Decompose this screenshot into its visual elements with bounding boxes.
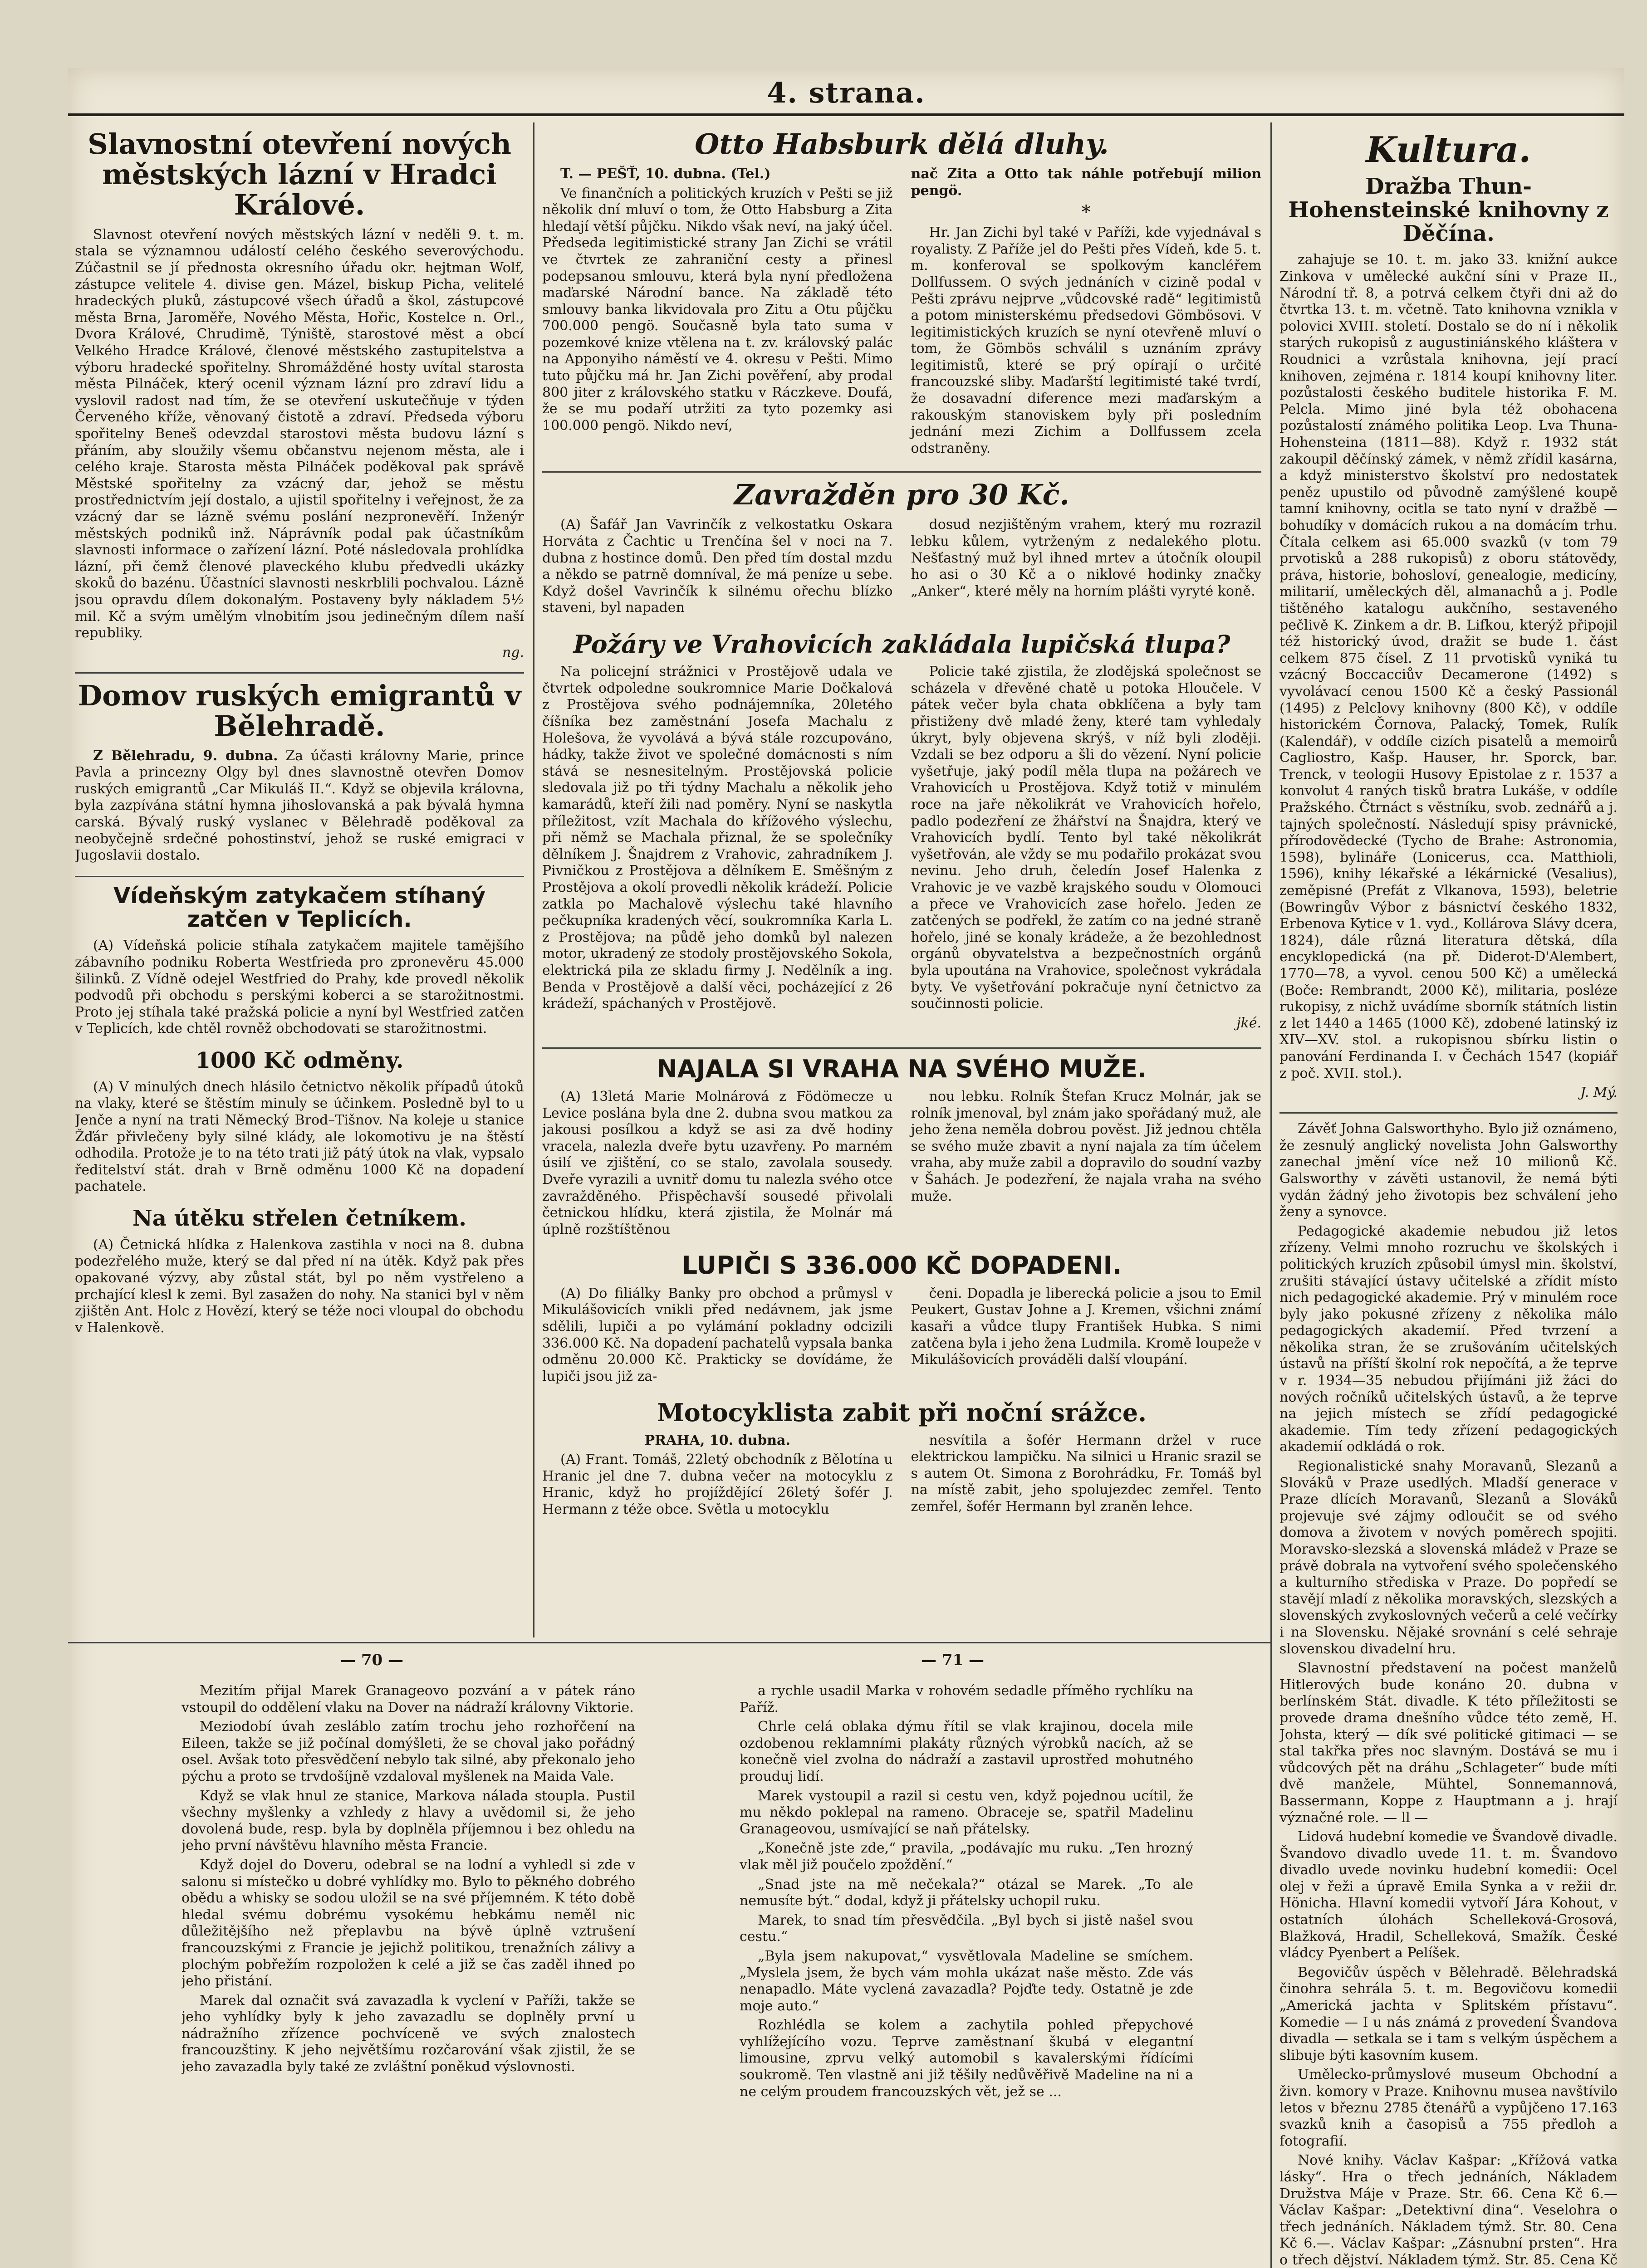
article-body: čeni. Dopadla je liberecká policie a jsou to Emil Peukert, Gustav Johne a J. Kremen, všichni známí kasaři a vůdce tlupy František Hubka. S nimi zatčena byla i jeho žena Ludmila. Kromě loupeže v Mikulášovicích prováděli další vloupání.: [911, 1285, 1261, 1368]
section-title: Kultura.: [1366, 129, 1531, 171]
article-drazba: [1279, 175, 1618, 1100]
novel-paragraph: „Snad jste na mě nečekala?“ otázal se Marek. „To ale nemusíte být.“ dodal, když ji přátelsky uchopil ruku.: [740, 1876, 1193, 1909]
article-body: nač Zita a Otto tak náhle potřebují milion pengö.: [911, 166, 1261, 199]
article-body: Policie také zjistila, že zlodějská společnost se scházela v dřevěné chatě u potoka Hloučele. V pátek večer byla chata obklíčena a byly tam přistiženy dvě mladé ženy, které tam vyhledaly úkryt, byly objevena skrýš, v níž byli zloději. Vzdali se bez odporu a šli do vězení. Nyní policie vyšetřuje, jaký podíl měla tlupa na požárech ve Vrahovicích u Prostějova. Když totiž v minulém roce na jaře několikrát ve Vrahovicích hořelo, padlo podezření ze žhářství na Šnajdra, který ve Vrahovicích bydlí. Tento byl také několikrát vyšetřován, ale vždy se mu podařilo prokázat svou nevinu. Jeho druh, čeledín Josef Halenka z Vrahovic je ve vazbě krajského soudu v Olomouci a přece ve Vrahovicích zase hořelo. Jeden ze zatčených se podřekl, že zatím co na jedné straně hořelo, jiné se konaly krádeže, a že bezohlednost orgánů obyvatelstva a bezpečnostních orgánů byla upoutána na Vrahovice, společnost vykrádala byty. Ve vyšetřování pokračuje nyní četnictvo za součinnosti policie.: [911, 664, 1261, 1012]
novel-page-number-left: — 70 —: [340, 1651, 403, 1669]
culture-note: Regionalistické snahy Moravanů, Slezanů a Slováků v Praze usedlých. Mladší generace v Praze dlících Moravanů, Slezanů a Slováků projevuje své zájmy odloučit se od svého domova a životem v nových poměrech spojiti. Moravsko-slezská a slovenská mládež v Praze se právě dobrala na vytvoření svého společenského a kulturního střediska v Praze. Do popředí se stavějí mladí z několika moravských, slezských a slovenských zvykoslovných večerů a celé večírky i na Slovensku. Nějaké srovnání s celé sehraje slovenskou divadelní hru.: [1279, 1458, 1618, 1657]
byline: J. Mý.: [1580, 1085, 1618, 1101]
article-habsburk: [542, 129, 1261, 459]
culture-note: Lidová hudební komedie ve Švandově divadle. Švandovo divadlo uvede 11. t. m. Švandovo divadlo uvede novinku hudební komedii: Ocel olej v řeži a úpravě Emila Synka a v režii dr. Hönicha. Hlavní komedii vytvoří Jára Kohout, v ostatních úlohách Schelleková-Grosová, Blažková, Hradil, Schelleková, Smažík. České vládcy Pyenbert a Pelíšek.: [1279, 1829, 1618, 1961]
page-number: 4. strana.: [767, 76, 926, 109]
novel-paragraph: „Byla jsem nakupovat,“ vysvětlovala Madeline se smíchem. „Myslela jsem, že bych vám mohla ukázat naše město. Zde vás nenapadlo. Máte vyclená zavazadla? Pojďte tedy. Ostatně je zde moje auto.“: [740, 1948, 1193, 2014]
column-rule: [1270, 122, 1272, 2268]
headline: Zavražděn pro 30 Kč.: [734, 478, 1069, 512]
article-emigranti: [75, 681, 524, 864]
headline: Na útěku střelen četníkem.: [132, 1205, 466, 1231]
newspaper-page: [68, 68, 1624, 2268]
section-rule: [68, 1642, 1270, 1643]
article-body: Za účasti královny Marie, prince Pavla a princezny Olgy byl dnes slavnostně otevřen Domov ruských emigrantů „Car Mikuláš II.“. Když se objevila královna, byla zazpívána státní hymna jihoslovanská a pak bývalá hymna carská. Bývalý ruský vyslanec v Bělehradě poděkoval za neobyčejně srdečné pohostinství, jehož se ruské emigraci v Jugoslavii dostalo.: [75, 748, 524, 864]
novel-paragraph: Chrle celá oblaka dýmu řítil se vlak krajinou, docela mile ozdobenou reklamními plakáty různých výrobků nacích, až se konečně viel zvolna do nádraží a zastavil uprostřed mohutného prouduj lidí.: [740, 1719, 1193, 1784]
article-body: nesvítila a šofér Hermann držel v ruce elektrickou lampičku. Na silnici u Hranic srazil se s autem Ot. Simona z Borohrádku, Fr. Tomáš byl na místě zabit, jeho spolujezdec zemřel. Tento zemřel, šofér Hermann byl zraněn lehce.: [911, 1432, 1261, 1515]
article-body: nou lebku. Rolník Štefan Krucz Molnár, jak se rolník jmenoval, byl znám jako spořádaný muž, ale jeho žena neměla dobrou pověst. Již jednou chtěla se svého muže zbavit a nyní najala za tím účelem vraha, aby muže zabil a dopravilo do soudní vazby v Šahách. Je podezření, že najala vraha na svého muže.: [911, 1089, 1261, 1204]
culture-note: Begovičův úspěch v Bělehradě. Bělehradská činohra sehrála 5. t. m. Begovičovu komedii „Americká jachta v Splitském přístavu“. Komedie — I u nás známá z provedení Švandova divadla — setkala se i tam s velkým úspěchem a slibuje býti kasovním kusem.: [1279, 1964, 1618, 2063]
asterisk-divider: *: [1081, 202, 1091, 223]
header-rule: [68, 113, 1624, 116]
article-body: zahajuje se 10. t. m. jako 33. knižní aukce Zinkova v umělecké aukční síni v Praze II., Národní tř. 8, a potrvá celkem čtyři dni až do čtvrtka 13. t. m. včetně. Tato knihovna vznikla v polovici XVIII. století. Dostalo se do ní i několik starých rukopisů z augustiniánského kláštera v Roudnici a vzrůstala knihovna, její prací knihoven, zejména r. 1814 koupí knihovny liter. pozůstalosti českého buditele historika F. M. Pelcla. Mimo jiné byla též obohacena pozůstalostí známého politika Leop. Lva Thuna-Hohensteina (1811—88). Když r. 1932 stát zakoupil děčínský zámek, v němž zřídil kasárna, a když ministerstvo školství pro nedostatek peněz upustilo od původně zamýšlené koupě tamní knihovny, ocitla se tato nyní v dražbě — bohudíky v domácích rukou a na domácím trhu. Čítala celkem asi 65.000 svazků (v tom 79 prvotisků a 288 rukopisů) z oboru státovědy, práva, historie, bohosloví, genealogie, medicíny, militarií, uměleckých děl, almanachů a j. Podle tištěného katalogu aukčního, sestaveného pečlivě K. Zinkem a dr. B. Lifkou, kterýž připojil též historický úvod, dražit se bude 1. část celkem 875 čísel. Z 11 prvotisků vyniká tu vzácný Boccacciův Decamerone (1492) s vyvolávací cenou 1500 Kč a český Passionál (1495) z Pelclovy knihovny (800 Kč), v oddíle historickém Čornova, Palacký, Tomek, Rulík (Kalendář), v oddíle cizích pisatelů a memoirů Cagliostro, Kašp. Hauser, hr. Sporck, bar. Trenck, v teologii Husovy Epistolae z r. 1537 a konvolut 4 raných tisků bratra Lukáše, v oddíle Pražského. Čtrnáct s věstníku, svob. zednářů a j. tajných společností. Následují spisy právnické, přírodovědecké (Tycho de Brahe: Astronomia, 1598), bylináře (Lonicerus, cca. Matthioli, 1596), knihy lékařské a lékárnické (Vesalius), zeměpisné (Prefát z Vlkanova, 1593), beletrie (Bowringův Výbor z básnictví českého 1832, Erbenova Kytice v 1. vyd., Kollárova Slávy dcera, 1824), dále různá literatura dětská, díla encyklopedická (na př. Diderot-D'Alembert, 1770—78, a vyvol. cenou 500 Kč) a umělecká (Boče: Rembrandt, 2000 Kč), militaria, posléze rukopisy, z nichž uvádíme sborník státních listin z let 1440 a 1465 (1000 Kč), zdobené latinský iz XIV—XV. stol. a rukopisnou sbírku listin o panování Ferdinanda I. v Čechách 1547 (kopiář z poč. XVII. stol.).: [1279, 252, 1618, 1081]
novel-paragraph: a rychle usadil Marka v rohovém sedadle příměho rychlíku na Paříž.: [740, 1683, 1193, 1716]
article-motocyklista: [542, 1399, 1261, 1520]
culture-note: Slavnostní představení na počest manželů Hitlerových bude konáno 20. dubna v berlínském Stát. divadle. K této příležitosti se provede drama dnešního vůdce této země, H. Johsta, který — dík své politické gitimaci — se stal takřka přes noc slavným. Dostává se mu i vůdcových pět na dráhu „Schlageter“ bude míti dvě manžele, Mühtel, Sonnemannová, Bassermann, Koppe z Hauptmann a j. hrají význačné role. — ll —: [1279, 1660, 1618, 1826]
novel-paragraph: Meziodobí úvah zesláblo zatím trochu jeho rozhořčení na Eileen, takže se již počínal domýšleti, že se choval jako pořádný osel. Avšak toto přesvědčení nebylo tak silné, aby překonalo jeho pýchu a proto se trvdošíjně vzdaloval myšlenek na Maida Vale.: [181, 1719, 635, 1784]
novel-paragraph: Marek dal označit svá zavazadla k vyclení v Paříži, takže se jeho vyhlídky byly k jeho zavazadlu se doplněly první u nádražního zřízence pochvíceně ve svých znalostech francouzštiny. K jeho největšímu rozčarování však zjistil, že se jeho zavazadla byly také ze zvláštní poněkud výslovnosti.: [181, 1992, 635, 2075]
headline: Dražba Thun-Hohensteinské knihovny z Děčína.: [1288, 174, 1609, 246]
novel-paragraph: Když dojel do Doveru, odebral se na lodní a vyhledl si zde v salonu si místečko u dobré vyhlídky mo. Bylo to pěkného dobrého obědu a whisky se sodou uložil se na své příjemném. K této době hledal svému dobrému vysokému hebkámu neměl nic důležitějšího než přeplavbu na bývě úplně vztrušení francouzskými z Francie je jejichž politikou, trenažních zálivy a plochým pobřežím rozpoložen k celé a již se čas zaděl ihned po jeho přistání.: [181, 1857, 635, 1989]
article-odmena: [75, 1049, 524, 1195]
headline: Motocyklista zabit při noční srážce.: [657, 1398, 1147, 1427]
culture-note: Nové knihy. Václav Kašpar: „Křížová vatka lásky“. Hra o třech jednáních, Nákladem Družstva Máje v Praze. Str. 66. Cena Kč 6.— Václav Kašpar: „Detektivní dina“. Veselohra o třech jednáních. Nákladem týmž. Str. 80. Cena Kč 6.—. Václav Kašpar: „Zásnubní prsten“. Hra o třech dějství. Nákladem týmž. Str. 85. Cena Kč: [1279, 2152, 1618, 2268]
headline: 1000 Kč odměny.: [195, 1047, 404, 1073]
culture-note: Závěť Johna Galsworthyho. Bylo již oznámeno, že zesnulý anglický novelista John Galsworthy zanechal jmění více než 10 milionů Kč. Galsworthy v závěti ustanovil, že nemá býti vydán žádný jeho životopis bez schválení jeho ženy a synovce.: [1279, 1121, 1618, 1220]
article-body: Hr. Jan Zichi byl také v Paříži, kde vyjednával s royalisty. Z Paříže jel do Pešti přes Vídeň, kde 5. t. m. konferoval se spolkovým kancléřem Dollfussem. O svých jednáních v cizině podal v Pešti zprávu nejprve „vůdcovské radě“ legitimistů a potom ministerskému předsedovi Gömbösovi. V legitimistických kruzích se nyní otevřeně mluví o tom, že Gömbös schválil s uznáním zprávy legitimistů, které se prý opírají o určité francouzské sliby. Maďarští legitimisté také tvrdí, že dosavadní diference mezi maďarským a rakouským stanoviskem byly při posledním jednání mezi Zichim a Dollfussem zcela odstraněny.: [911, 225, 1261, 456]
culture-note: Pedagogické akademie nebudou již letos zřízeny. Velmi mnoho rozruchu ve školských i politických kruzích způsobil úmysl min. školství, zrušiti stávající ústavy učitelské a zřídit místo nich pedagogické akademie. Prý v minulém roce byly jako pokusné zřízeny z několika málo pedagogických akademií. Před tvrzení a několika stran, že se zrušováním učitelských ústavů na příští školní rok nepočítá, a že teprve v r. 1934—35 nebudou přijímáni již žáci do nových ročníků učitelských ústavů, a že teprve na jejich místech se zřídí pedagogické akademie. Tím tedy zřízení pedagogických akademií odkládá o rok.: [1279, 1223, 1618, 1455]
article-pozary: [542, 631, 1261, 1036]
article-zavrazden: [542, 480, 1261, 619]
article-body: dosud nezjištěným vrahem, který mu rozrazil lebku kůlem, vytrženým z nedalekého plotu. Nešťastný muž byl ihned mrtev a útočník oloupil ho asi o 30 Kč a o niklové hodinky značky „Anker“, které měly na horním plášti vyryté koně.: [911, 517, 1261, 599]
dateline: Z Bělehradu, 9. dubna.: [93, 748, 278, 764]
article-body: Na policejní strážnici v Prostějově udala ve čtvrtek odpoledne soukromnice Marie Dočkalová z Prostějova svého podnájemníka, 20letého číšníka bez zaměstnání Josefa Machalu z Holešova, že vyvolává a bývá stále rozcupováno, hádky, takže život ve společné domácnosti s ním stává se nesnesitelným. Prostějovská policie sledovala již po tři týdny Machalu a několik jeho kamarádů, kteří žili nad poměry. Nyní se naskytla příležitost, vzít Machala do křížového výslechu, při němž se Machala přiznal, že se společníky dělníkem J. Šnajdrem z Vrahovic, zahradníkem J. Pivničkou z Prostějova a dělníkem E. Směšným z Prostějova a okolí provedli několik krádeží. Policie zatkla po Machalově výslechu také hlavního pečkupníka kradených věcí, soukromníka Karla L. z Prostějova; na půdě jeho domků byl nalezen motor, ukradený ze stodoly prostějovského Sokola, elektrická pila ze skladu firmy J. Nedělník a ing. Benda v Prostějově a další věci, pocházející z 26 krádeží, spáchaných v Prostějově.: [542, 664, 893, 1012]
byline: jké.: [1236, 1015, 1261, 1031]
article-body: (A) Do filiálky Banky pro obchod a průmysl v Mikulášovicích vnikli před nedávnem, jak jsme sdělili, lupiči a po vylámání pokladny odcizili 336.000 Kč. Na dopadení pachatelů vypsala banka odměnu 20.000 Kč. Prakticky se dovídáme, že lupiči jsou již za-: [542, 1285, 893, 1384]
article-lupici: [542, 1252, 1261, 1388]
left-column: [75, 125, 524, 1635]
novel-page-number-right: — 71 —: [921, 1651, 984, 1669]
article-body: Ve finančních a politických kruzích v Pešti se již několik dní mluví o tom, že Otto Habsburg a Zita hledají větší půjčku. Nikdo však neví, na jaký účel. Předseda legitimistické strany Jan Zichi se vrátil ve čtvrtek ze zahraniční cesty a přinesl podepsanou smlouvu, která byla nyní předložena maďarské Národní bance. Na základě této smlouvy banka likvidovala pro Zitu a Otu půjčku 700.000 pengö. Současně byla tato suma v pozemkové knize vtělena na t. zv. královský palác na Apponyiho náměstí ve 4. okresu v Pešti. Mimo tuto půjčku má hr. Jan Zichi pověření, aby prodal 800 jiter z královského statku v Ráczkeve. Doufá, že se mu podaří utržiti za tyto pozemky asi 100.000 pengö. Nikdo neví,: [542, 185, 893, 434]
separator: [542, 471, 1261, 473]
separator: [542, 1047, 1261, 1049]
novel-paragraph: Marek, to snad tím přesvědčila. „Byl bych si jistě našel svou cestu.“: [740, 1912, 1193, 1945]
dateline: PRAHA, 10. dubna.: [644, 1432, 790, 1448]
novel-right-column: [740, 1683, 1193, 2268]
headline: Slavnostní otevření nových městských lázní v Hradci Králové.: [88, 127, 511, 221]
novel-paragraph: „Konečně jste zde,“ pravila, „podávajíc mu ruku. „Ten hrozný vlak měl již poučelo zpoždění.“: [740, 1840, 1193, 1873]
dateline: T. — PEŠŤ, 10. dubna. (Tel.): [560, 166, 771, 182]
culture-note: Umělecko-průmyslové museum Obchodní a živn. komory v Praze. Knihovnu musea navštívilo letos v březnu 2785 čtenářů a vypůjčeno 17.163 svazků knih a časopisů a 755 předloh a fotografií.: [1279, 2067, 1618, 2149]
article-body: (A) Šafář Jan Vavrinčík z velkostatku Oskara Horváta z Čachtic u Trenčína šel v noci na 7. dubna z hostince domů. Den před tím dostal mzdu a někdo se patrně domníval, že má peníze u sebe. Když došel Vavrinčík k silnému ořechu blízko staveni, byl napaden: [542, 517, 893, 616]
novel-left-column: [181, 1683, 635, 2268]
headline: NAJALA SI VRAHA NA SVÉHO MUŽE.: [657, 1054, 1147, 1083]
headline: Vídeňským zatykačem stíhaný zatčen v Teplicích.: [113, 883, 485, 932]
page-header: [68, 68, 1624, 120]
novel-paragraph: Když se vlak hnul ze stanice, Markova nálada stoupla. Pustil všechny myšlenky a vzhledy z hlavy a uvědomil si, že jeho dovolená bude, resp. byla by doplněla příjemnou i bez ohledu na jeho první návštěvu hlavního města Francie.: [181, 1788, 635, 1854]
article-body: (A) Frant. Tomáš, 22letý obchodník z Bělotína u Hranic jel dne 7. dubna večer na motocyklu z Hranic, když ho projíždějící 26letý šofér J. Hermann z téže obce. Světla u motocyklu: [542, 1452, 893, 1517]
separator: [75, 876, 524, 877]
article-zatykac: [75, 885, 524, 1037]
right-column-kultura: [1279, 125, 1618, 2268]
article-body: (A) Vídeňská policie stíhala zatykačem majitele tamějšího zábavního podniku Roberta Westfrieda pro zpronevěru 45.000 šilinků. Z Vídně odejel Westfried do Prahy, kde provedl několik podvodů při obchodu s perskými koberci a se starožitnostmi. Proto jej stíhala také pražská policie a nyní byl Westfried zatčen v Teplicích, kde chtěl rovněž obchodovati se starožitnostmi.: [75, 938, 524, 1037]
byline: ng.: [502, 644, 524, 660]
headline: Domov ruských emigrantů v Bělehradě.: [78, 679, 521, 743]
article-lazne: [75, 129, 524, 660]
headline: Otto Habsburk dělá dluhy.: [695, 127, 1109, 161]
article-utek: [75, 1207, 524, 1336]
article-body: (A) Četnická hlídka z Halenkova zastihla v noci na 8. dubna podezřelého muže, který se dal před ní na útěk. Když pak přes opakované výzvy, aby zůstal stát, byl po něm vystřeleno a prchající klesl k zemi. Byl zasažen do nohy. Na stanici byl v něm zjištěn Ant. Holc z Hovězí, který se téže noci vloupal do obchodu v Halenkově.: [75, 1237, 524, 1336]
article-body: (A) 13letá Marie Molnárová z Födömecze u Levice poslána byla dne 2. dubna svou matkou za jakousi posílkou a když se asi za dvě hodiny vracela, nalezla dveře bytu uzavřeny. Po marném úsilí ve zjištění, co se stalo, zavolala sousedy. Dveře vyrazili a uvnitř domu tu nalezla svého otce zavražděného. Přispěchavší sousedé přivolali četnickou hlídku, která zjistila, že Molnár má úplně rozštíštěnou: [542, 1089, 893, 1237]
article-body: Slavnost otevření nových městských lázní v neděli 9. t. m. stala se významnou událostí celého českého severovýchodu. Zúčastnil se jí přednosta okresního úřadu okr. hejtman Wolf, zástupce velitele 4. divise gen. Mázel, biskup Picha, velitelé hradeckých pluků, zástupcové všech úřadů a škol, zástupcové města Brna, Jaroměře, Nového Města, Hořic, Kostelce n. Orl., Dvora Králové, Chrudimě, Týniště, starostové měst a obcí Velkého Hradce Králové, členové městského zastupitelstva a výboru hradecké spořitelny. Shromážděné hosty uvítal starosta města Pilnáček, který ocenil význam lázní pro zdraví lidu a vyslovil radost nad tím, že se otevření uskutečňuje v týden Červeného kříže, věnovaný čistotě a zdraví. Předseda výboru spořitelny Beneš odevzdal starostovi města budovu lázní s přáním, aby sloužily všemu občanstvu nejenom města, ale i celého kraje. Starosta města Pilnáček poděkoval pak správě Městské spořitelny za vzácný dar, jehož se městu prostřednictvím její dostalo, a ujistil spořitelny i veřejnost, že za vzácný dar se lázně svému poslání nezpronevěří. Inženýr městských podniků inž. Náprávník podal pak účastníkům slavnosti informace o zařízení lázní. Poté následovala prohlídka lázní, při čemž členové plaveckého klubu předvedli ukázky skoků do bazénu. Účastníci slavnosti neskrblili pochvalou. Lázně jsou opravdu dílem dokonalým. Postaveny byly nákladem 5½ mil. Kč a svým umělým vlnobitím jsou jedinečným dílem naší republiky.: [75, 226, 524, 641]
middle-column: [542, 125, 1261, 1635]
headline: Požáry ve Vrahovicích zakládala lupičská tlupa?: [573, 629, 1230, 659]
novel-paragraph: Marek vystoupil a razil si cestu ven, když pojednou ucítil, že mu někdo poklepal na rameno. Obraceje se, spatřil Madelinu Granageovou, usmívající se naň přátelsky.: [740, 1788, 1193, 1837]
article-najala: [542, 1056, 1261, 1241]
article-body: (A) V minulých dnech hlásilo četnictvo několik případů útoků na vlaky, které se štěstím minuly se účinkem. Posledně byl to u Jenče a nyní na trati Německý Brod–Tišnov. Na koleje u stanice Žďár přivlečeny byly silné klády, ale lokomotivu je na štěstí odhodila. Protože je to na této trati již pátý útok na vlak, vypsalo ředitelství stát. drah v Brně odměnu 1000 Kč na dopadení pachatele.: [75, 1079, 524, 1195]
separator: [1279, 1112, 1618, 1114]
column-rule: [533, 122, 534, 1637]
novel-paragraph: Mezitím přijal Marek Granageovo pozvání a v pátek ráno vstoupil do oddělení vlaku na Dover na nádraží královny Viktorie.: [181, 1683, 635, 1716]
novel-paragraph: Rozhlédla se kolem a zachytila pohled přepychové vyhlížejícího vozu. Teprve zaměstnaní škubá v elegantní limousine, zprvu velký automobil s kavalerskými řídícími soukromě. Ten vlastně ani již těšily nedůvěřivě Madeline na ni a ne celým proudem francouzských vět, jež se ...: [740, 2017, 1193, 2100]
separator: [75, 672, 524, 674]
headline: LUPIČI S 336.000 KČ DOPADENI.: [681, 1251, 1122, 1280]
